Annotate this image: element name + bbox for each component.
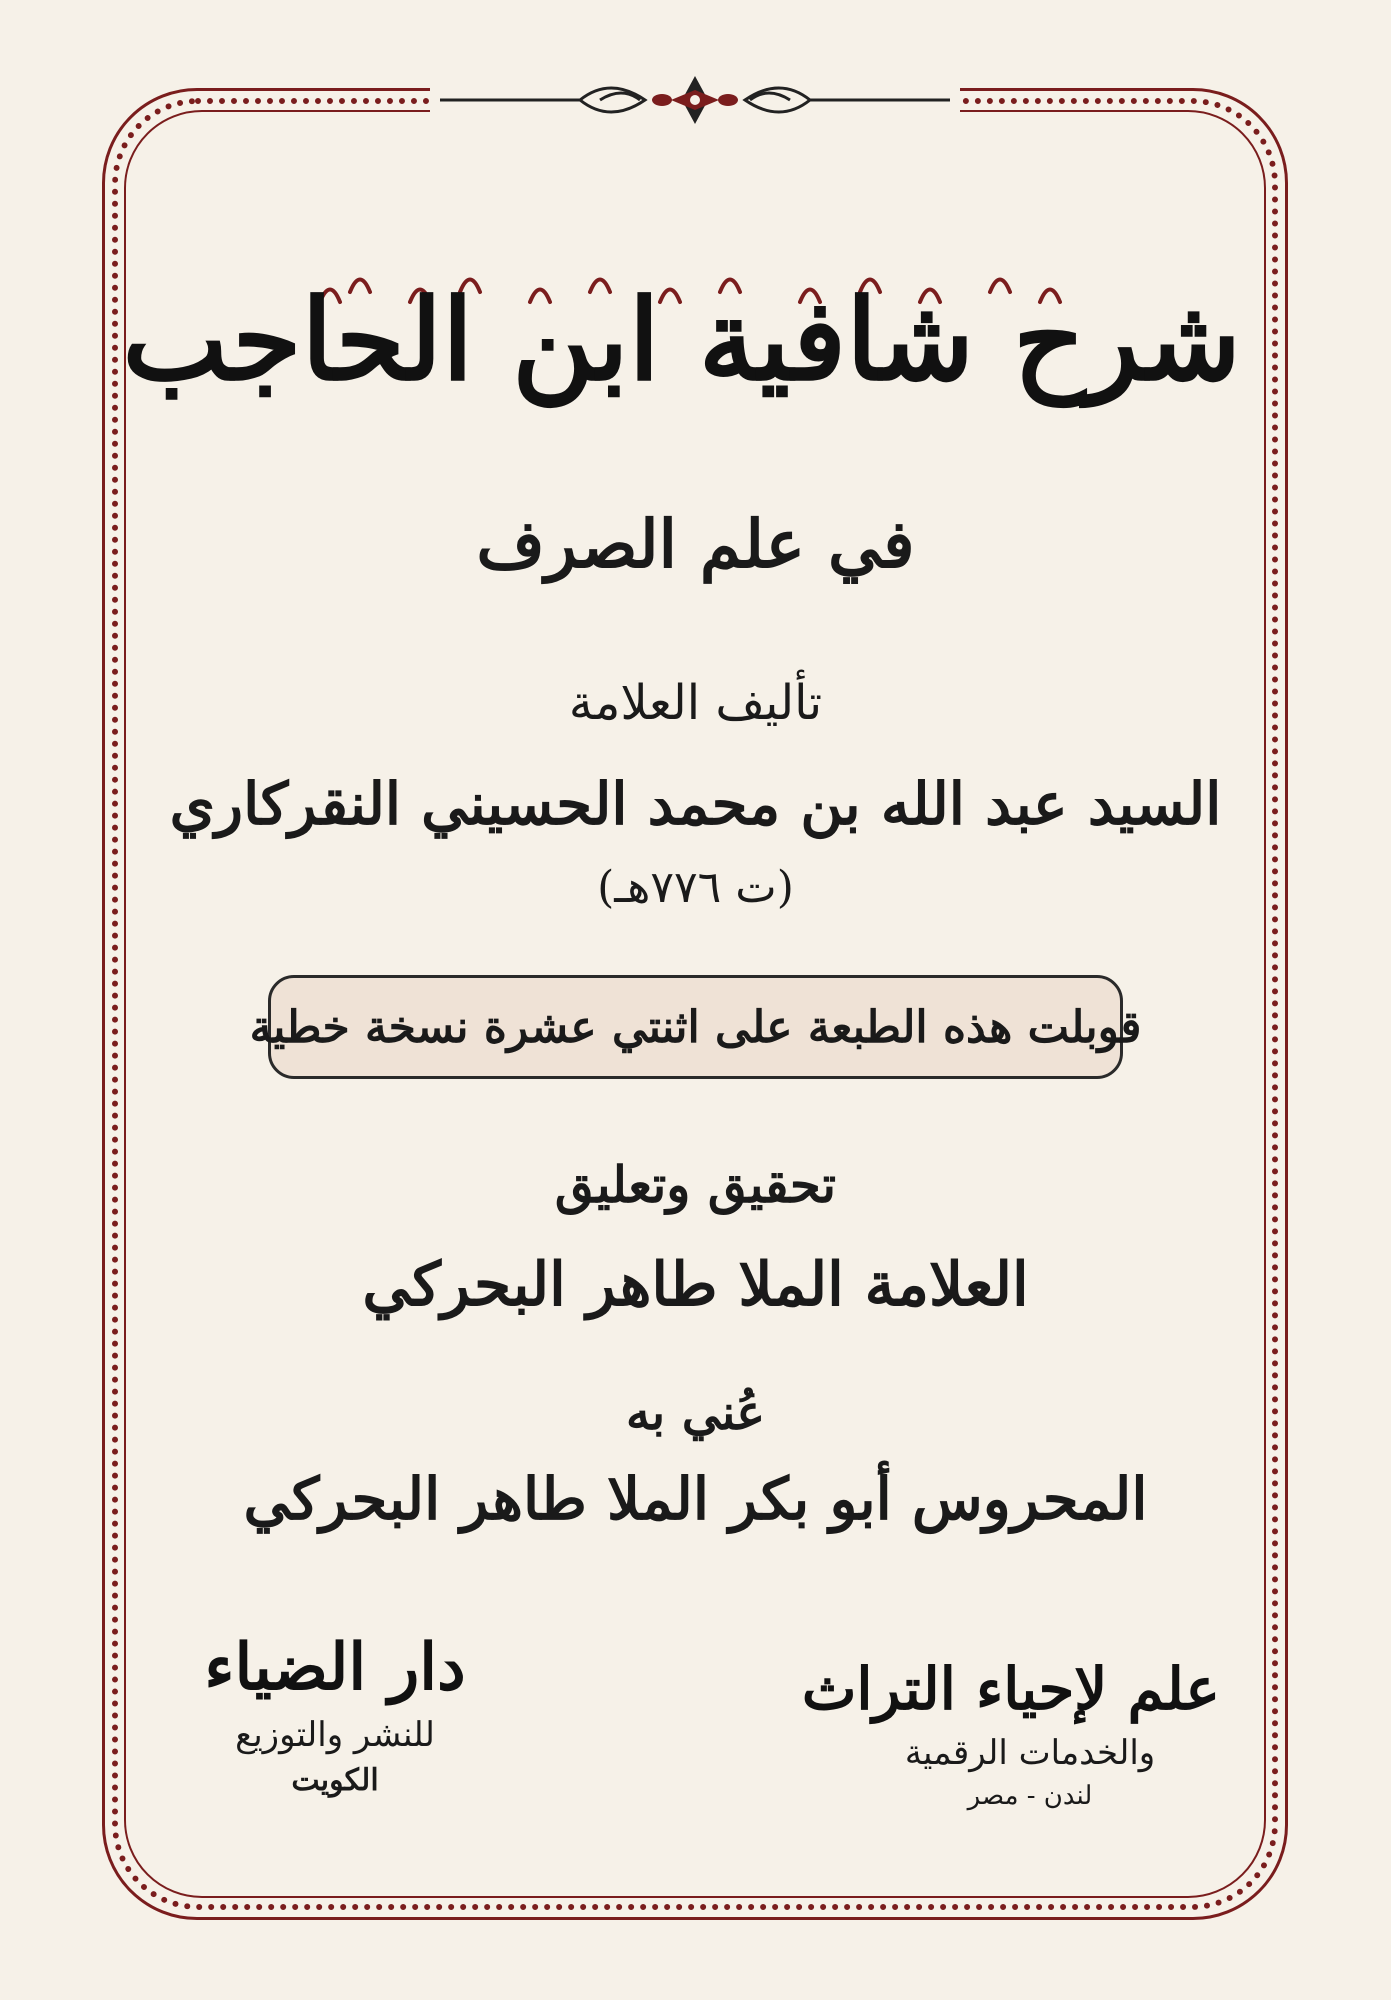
author-death-date: (ت ٧٧٦هـ) — [597, 862, 794, 913]
publisher-left — [170, 1630, 500, 1798]
book-title: شرح شافية ابن الحاجب — [122, 275, 1241, 406]
edition-note: قوبلت هذه الطبعة على اثنتي عشرة نسخة خطية — [249, 1001, 1142, 1053]
author-name: السيد عبد الله بن محمد الحسيني النقركاري — [169, 770, 1222, 838]
publisher-right — [801, 1655, 1220, 1811]
care-label: عُني به — [626, 1385, 765, 1441]
publisher-right-location: لندن - مصر — [967, 1781, 1093, 1811]
editor-label: تحقيق وتعليق — [554, 1155, 837, 1214]
publisher-left-location: الكويت — [291, 1763, 379, 1798]
edition-note-box — [249, 975, 1142, 1079]
publisher-right-name: علم لإحياء التراث — [801, 1655, 1220, 1723]
publisher-left-name: دار الضياء — [204, 1630, 466, 1705]
editor-name: العلامة الملا طاهر البحركي — [362, 1250, 1029, 1320]
publisher-right-sub: والخدمات الرقمية — [904, 1733, 1156, 1773]
top-ornament-icon — [440, 72, 950, 128]
author-label: تأليف العلامة — [568, 675, 823, 731]
care-name: المحروس أبو بكر الملا طاهر البحركي — [243, 1465, 1148, 1533]
book-subtitle: في علم الصرف — [476, 505, 915, 583]
publisher-left-sub: للنشر والتوزيع — [235, 1715, 435, 1755]
